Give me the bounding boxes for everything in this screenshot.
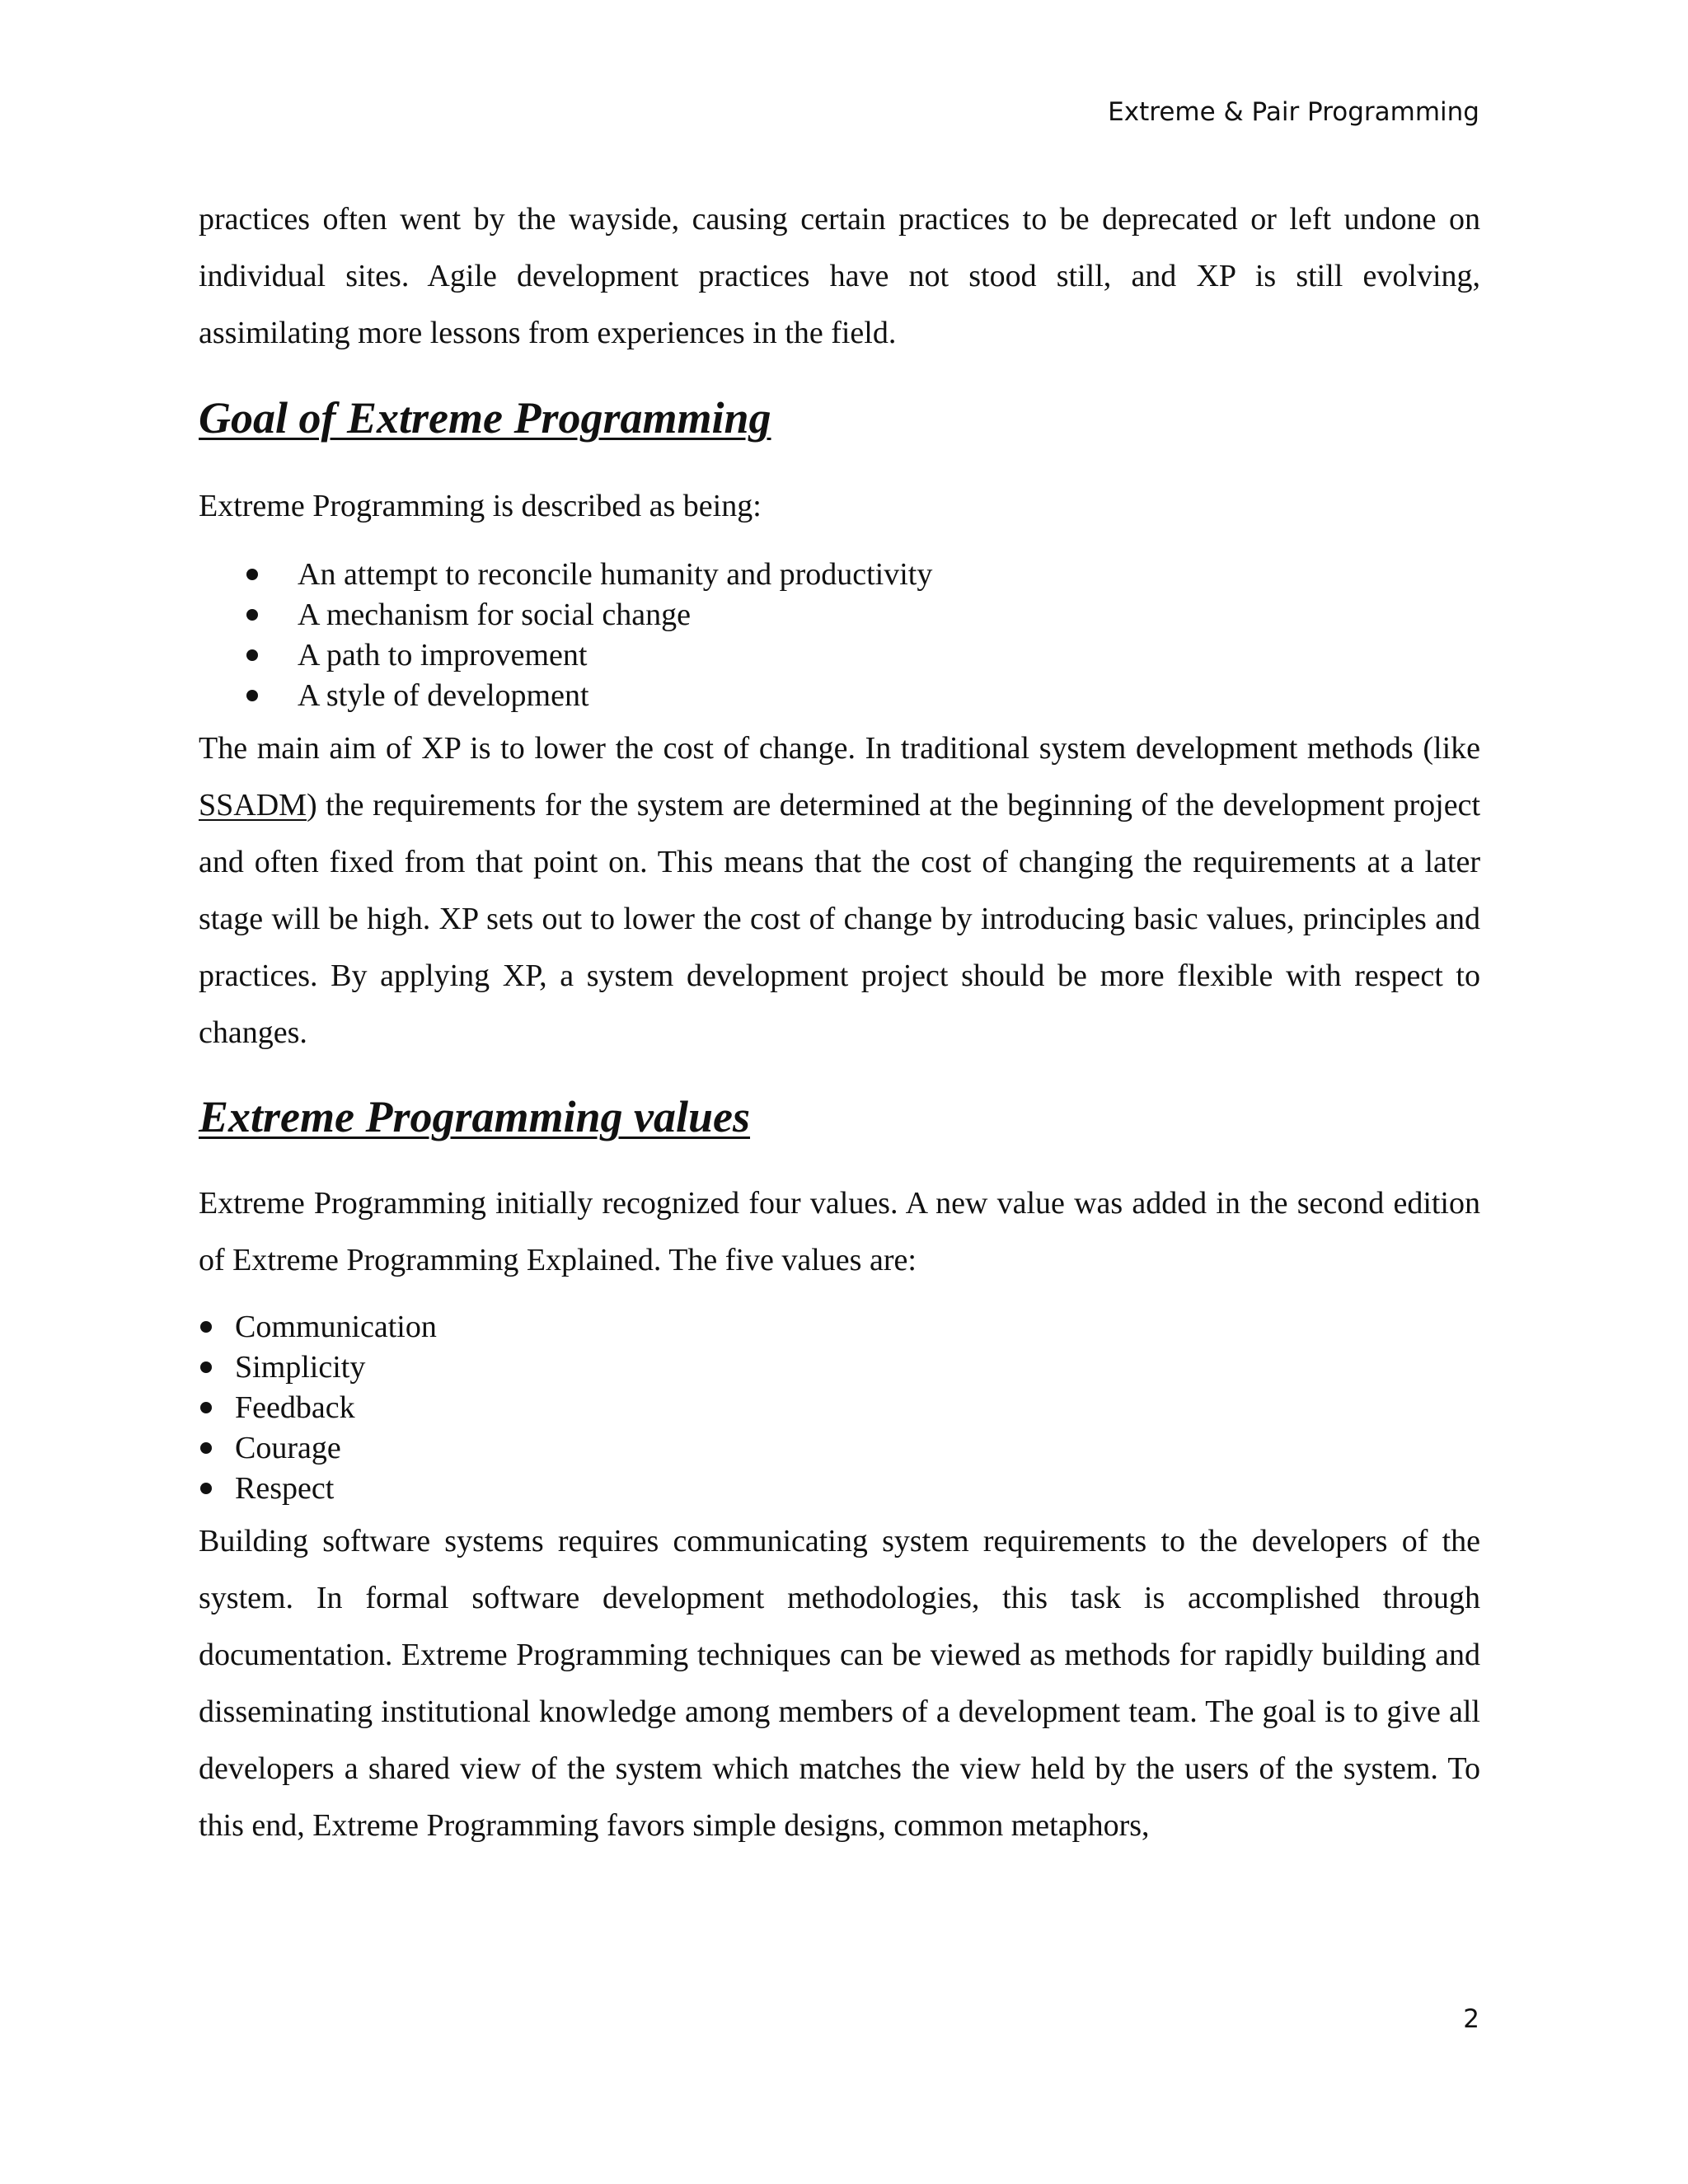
bullet-icon: [246, 690, 258, 701]
goal-list-item: [199, 555, 1480, 595]
values-list: [199, 1307, 1480, 1509]
values-lead-paragraph: Extreme Programming initially recognized four values. A new value was added in the second edition of Extreme Programming Explained. The five values are:: [199, 1186, 1480, 1277]
bullet-icon: [246, 569, 258, 580]
bullet-icon: [246, 649, 258, 661]
goal-list-item-text: A mechanism for social change: [298, 598, 691, 632]
values-list-item-text: Courage: [235, 1431, 341, 1465]
goal-list-item-text: A style of development: [298, 678, 589, 713]
values-list-item: [199, 1347, 1480, 1388]
goal-body-text-before: The main aim of XP is to lower the cost of change. In traditional system development methods (like: [199, 731, 1480, 766]
page-number: 2: [1463, 2004, 1479, 2034]
goal-list-item-text: A path to improvement: [298, 638, 588, 673]
heading-values: Extreme Programming values: [199, 1092, 751, 1141]
page-content: [199, 191, 1480, 1854]
heading-goal: Goal of Extreme Programming: [199, 393, 771, 443]
intro-paragraph: practices often went by the wayside, causing certain practices to be deprecated or left undone on individual sites. Agile development practices have not stood still, and XP is still evolving, assimilating more lessons from experiences in the field.: [199, 202, 1480, 350]
goal-body-paragraph: [199, 720, 1480, 1062]
values-list-item: [199, 1388, 1480, 1428]
values-list-item: [199, 1307, 1480, 1347]
running-header: Extreme & Pair Programming: [1108, 97, 1479, 127]
ssadm-link[interactable]: SSADM: [199, 788, 307, 823]
values-body-paragraph: Building software systems requires communicating system requirements to the developers of the system. In formal software development methodologies, this task is accomplished through documentation. Extreme Programming techniques can be viewed as methods for rapidly building and disseminating institutional knowledge among members of a development team. The goal is to give all developers a shared view of the system which matches the view held by the users of the system. To this end, Extreme Programming favors simple designs, common metaphors,: [199, 1524, 1480, 1843]
bullet-icon: [200, 1402, 212, 1413]
bullet-icon: [200, 1361, 212, 1373]
values-list-item: [199, 1428, 1480, 1469]
values-list-item-text: Respect: [235, 1471, 335, 1506]
goal-body-text-after: ) the requirements for the system are determined at the beginning of the development project and often fixed from that point on. This means that the cost of changing the requirements at a later stage will be high. XP sets out to lower the cost of change by introducing basic values, principles and practices. By applying XP, a system development project should be more flexible with respect to changes.: [199, 788, 1480, 1050]
values-list-item-text: Communication: [235, 1310, 437, 1344]
bullet-icon: [200, 1321, 212, 1333]
bullet-icon: [246, 609, 258, 621]
goal-list-item: [199, 595, 1480, 635]
values-list-item-text: Simplicity: [235, 1350, 366, 1385]
values-list-item-text: Feedback: [235, 1390, 355, 1425]
goal-lead-paragraph: Extreme Programming is described as being:: [199, 489, 762, 523]
goal-list: [199, 555, 1480, 716]
goal-list-item: [199, 676, 1480, 716]
goal-list-item-text: An attempt to reconcile humanity and productivity: [298, 557, 933, 592]
goal-list-item: [199, 635, 1480, 676]
values-list-item: [199, 1469, 1480, 1509]
bullet-icon: [200, 1483, 212, 1494]
bullet-icon: [200, 1442, 212, 1454]
